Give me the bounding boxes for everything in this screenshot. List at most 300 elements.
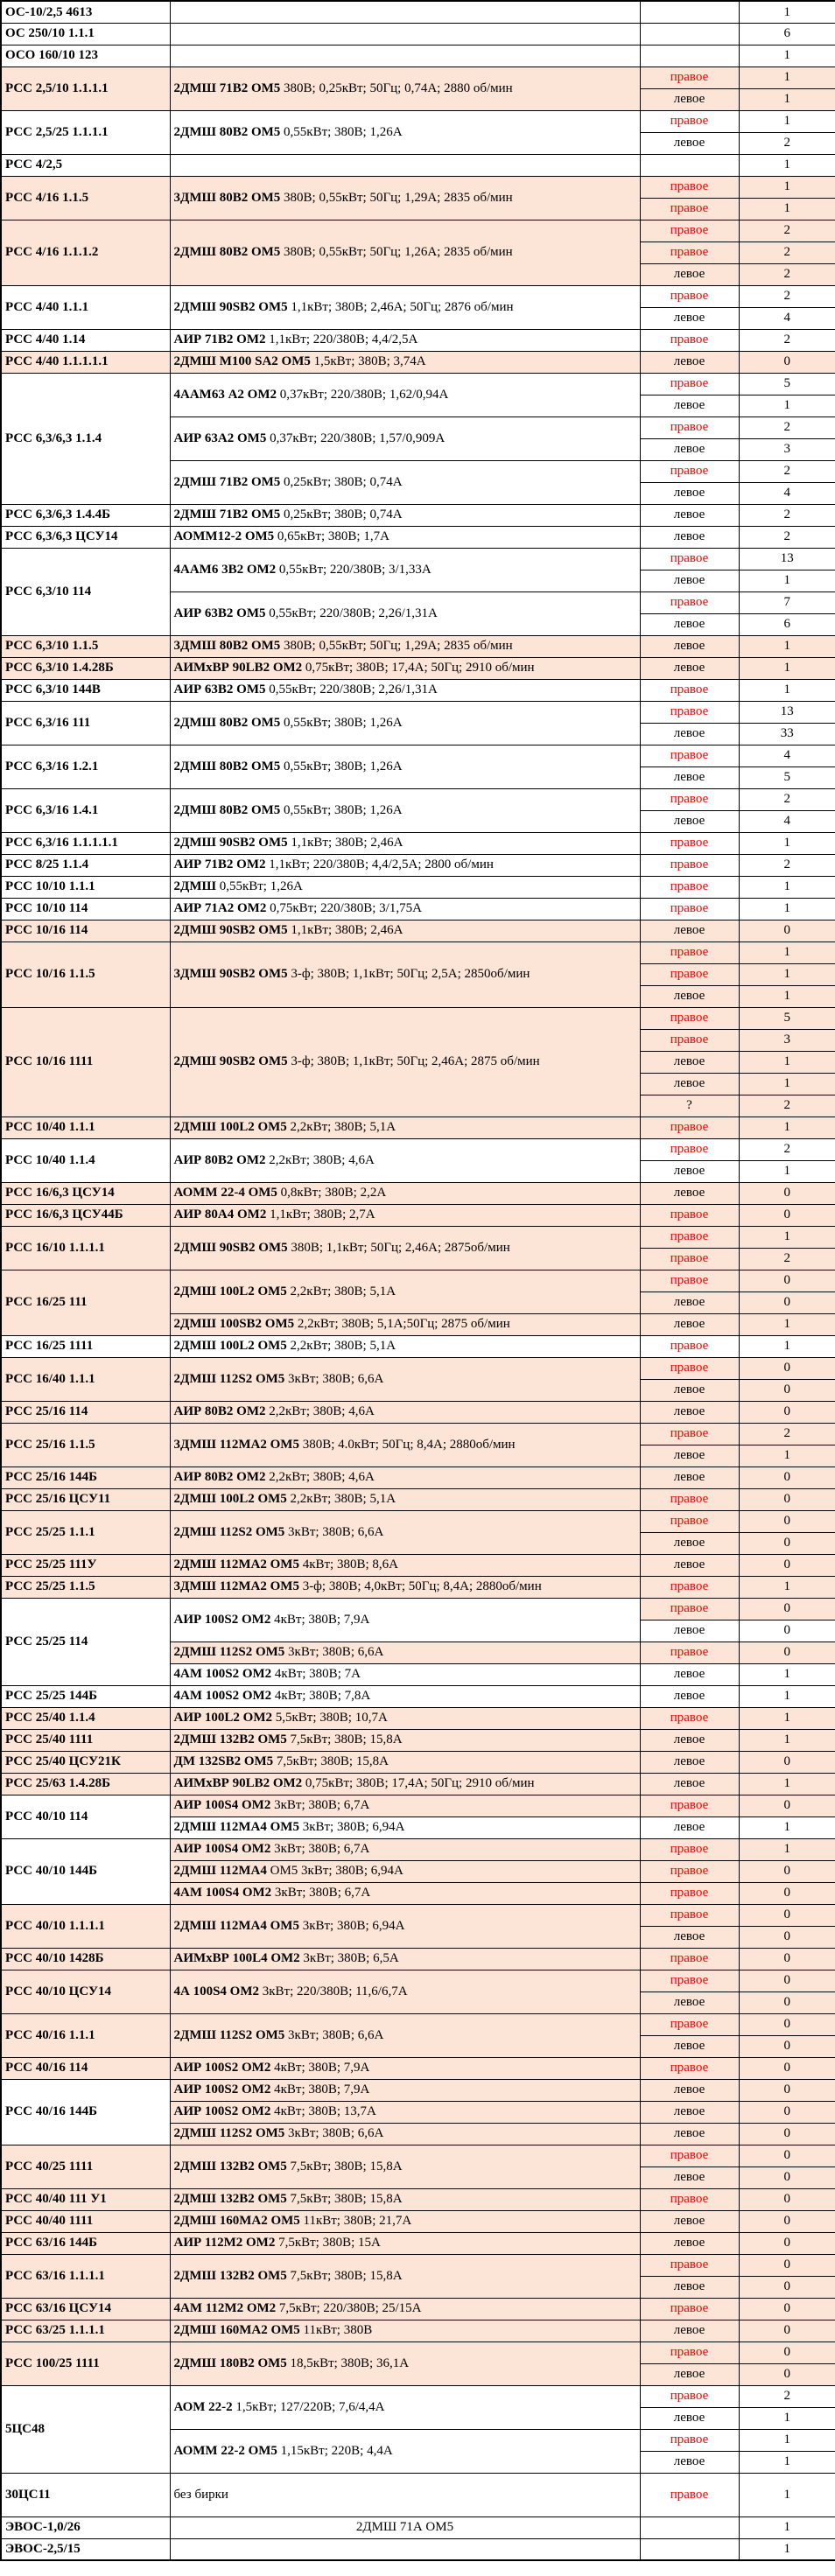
motor-model: 2ДМШ 112S2 ОМ5 <box>173 1524 285 1539</box>
direction-cell: правое <box>640 1795 739 1816</box>
table-row <box>1 1270 835 1292</box>
model-cell: РСС 6,3/16 1.1.1.1.1 <box>1 832 170 854</box>
direction-cell: левое <box>640 1445 739 1466</box>
motor-model: 2ДМШ 132В2 ОМ5 <box>173 1732 287 1747</box>
direction-cell: правое <box>640 1204 739 1226</box>
quantity-cell: 0 <box>739 1270 835 1292</box>
motor-model: 2ДМШ 90SB2 ОМ5 <box>173 299 288 314</box>
quantity-cell: 0 <box>739 1204 835 1226</box>
motor-model: 4АМ 100S2 ОМ2 <box>173 1667 272 1682</box>
model-cell: РСС 6,3/16 1.2.1 <box>1 745 170 788</box>
direction-cell: правое <box>640 1029 739 1051</box>
motor-model: 2ДМШ 100L2 ОМ5 <box>173 1120 287 1135</box>
direction-cell <box>640 2516 739 2538</box>
model-cell: РСС 10/16 1.1.5 <box>1 942 170 1007</box>
motor-params: 2ДМШ 71А ОМ5 <box>355 2520 454 2535</box>
motor-params: 1,5кВт; 127/220В; 7,6/4,4А <box>232 2399 385 2414</box>
table-row <box>1 2145 835 2166</box>
table-row <box>1 1488 835 1510</box>
spec-cell <box>170 1204 640 1226</box>
motor-params: 4кВт; 380В; 7,9А <box>270 1612 370 1627</box>
quantity-cell: 13 <box>739 701 835 723</box>
quantity-cell: 0 <box>739 1488 835 1510</box>
quantity-cell: 1 <box>739 635 835 657</box>
quantity-cell: 2 <box>739 416 835 438</box>
direction-cell: правое <box>640 2473 739 2516</box>
quantity-cell: 2 <box>739 788 835 810</box>
table-row <box>1 1795 835 1816</box>
quantity-cell: 2 <box>739 1248 835 1270</box>
spec-cell <box>170 2232 640 2254</box>
motor-model: АИР 100S2 ОМ2 <box>173 2061 271 2076</box>
spec-cell <box>170 1554 640 1576</box>
direction-cell: левое <box>640 1182 739 1204</box>
motor-params: 3кВт; 380В; 6,6А <box>284 1524 384 1539</box>
quantity-cell: 2 <box>739 460 835 482</box>
motor-model: АИР 71В2 ОМ2 <box>173 858 266 872</box>
spec-cell <box>170 942 640 1007</box>
direction-cell: правое <box>640 832 739 854</box>
quantity-cell: 2 <box>739 242 835 263</box>
model-cell: ЭВОС-2,5/15 <box>1 2538 170 2560</box>
direction-cell: левое <box>640 1073 739 1095</box>
direction-cell: левое <box>640 810 739 832</box>
spec-cell <box>170 1685 640 1707</box>
motor-model: 2ДМШ 132В2 ОМ5 <box>173 2192 287 2207</box>
table-row <box>1 2385 835 2407</box>
quantity-cell: 1 <box>739 657 835 679</box>
quantity-cell: 0 <box>739 2166 835 2188</box>
motor-params: 11кВт; 380В; 21,7А <box>299 2214 412 2229</box>
quantity-cell: 0 <box>739 2276 835 2298</box>
motor-params: 0,75кВт; 380В; 17,4А; 50Гц; 2910 об/мин <box>302 1776 535 1791</box>
motor-model: 4АМ 100S4 ОМ2 <box>173 1886 272 1900</box>
motor-model: 2ДМШ <box>173 879 216 894</box>
spec-cell <box>170 45 640 66</box>
direction-cell: левое <box>640 2210 739 2232</box>
motor-model: АИМхВР 90LB2 ОМ2 <box>173 1776 303 1791</box>
motor-model: 2ДМШ 90SB2 ОМ5 <box>173 923 288 938</box>
direction-cell: правое <box>640 66 739 88</box>
motor-params: 3кВт; 380В; 6,94А <box>298 1820 405 1835</box>
table-row <box>1 2342 835 2363</box>
quantity-cell: 0 <box>739 1292 835 1313</box>
quantity-cell: 2 <box>739 526 835 548</box>
direction-cell: левое <box>640 2451 739 2473</box>
table-row <box>1 2013 835 2035</box>
quantity-cell: 0 <box>739 2232 835 2254</box>
spec-cell <box>170 2145 640 2188</box>
spec-cell <box>170 1598 640 1642</box>
quantity-cell: 0 <box>739 2057 835 2079</box>
table-row <box>1 1970 835 1992</box>
motor-params: 3кВт; 380В; 6,94А <box>298 1918 405 1933</box>
quantity-cell: 1 <box>739 1445 835 1466</box>
quantity-cell: 0 <box>739 1970 835 1992</box>
model-cell: РСС 4/16 1.1.5 <box>1 176 170 220</box>
model-cell: РСС 25/40 ЦСУ21К <box>1 1751 170 1773</box>
model-cell: РСС 10/10 114 <box>1 898 170 920</box>
motor-params: 0,55кВт; 1,26А <box>215 879 303 894</box>
motor-model: АИР 80В2 ОМ2 <box>173 1152 266 1167</box>
motor-params: 2,2кВт; 380В; 4,6А <box>265 1152 375 1167</box>
model-cell: РСС 25/63 1.4.28Б <box>1 1773 170 1795</box>
quantity-cell: 2 <box>739 854 835 876</box>
quantity-cell: 0 <box>739 2145 835 2166</box>
spec-cell <box>170 898 640 920</box>
quantity-cell: 1 <box>739 395 835 416</box>
motor-params: 0,55кВт; 220/380В; 2,26/1,31А <box>265 682 438 697</box>
table-row <box>1 2254 835 2276</box>
table-row <box>1 23 835 45</box>
motor-params: 2,2кВт; 380В; 5,1А <box>286 1120 396 1135</box>
motor-model: АИР 100S4 ОМ2 <box>173 1798 271 1813</box>
table-row <box>1 154 835 176</box>
table-row <box>1 679 835 701</box>
table-row <box>1 373 835 395</box>
table-row <box>1 1576 835 1598</box>
motor-params: 1,1кВт; 380В; 2,46А; 50Гц; 2876 об/мин <box>287 299 514 314</box>
quantity-cell: 0 <box>739 351 835 373</box>
spec-cell <box>170 2057 640 2079</box>
motor-params: 3-ф; 380В; 1,1кВт; 50Гц; 2,5А; 2850об/мин <box>287 967 530 982</box>
direction-cell: левое <box>640 1773 739 1795</box>
quantity-cell: 0 <box>739 2298 835 2320</box>
direction-cell: левое <box>640 1729 739 1751</box>
motor-params: 3кВт; 380В; 6,7А <box>270 1798 370 1813</box>
direction-cell: правое <box>640 876 739 898</box>
model-cell: РСС 4/16 1.1.1.2 <box>1 220 170 285</box>
motor-model: АИМхВР 90LB2 ОМ2 <box>173 661 303 676</box>
direction-cell: левое <box>640 1313 739 1335</box>
table-row <box>1 1729 835 1751</box>
quantity-cell: 0 <box>739 1948 835 1970</box>
model-cell: ОС 250/10 1.1.1 <box>1 23 170 45</box>
motor-params: 0,55кВт; 220/380В; 3/1,33А <box>276 562 432 577</box>
model-cell: РСС 40/10 114 <box>1 1795 170 1838</box>
direction-cell: правое <box>640 2342 739 2363</box>
table-row <box>1 548 835 570</box>
spec-cell <box>170 1970 640 2013</box>
table-row <box>1 2188 835 2210</box>
quantity-cell: 0 <box>739 1466 835 1488</box>
model-cell: РСС 63/16 144Б <box>1 2232 170 2254</box>
motor-model: АИР 100S2 ОМ2 <box>173 1612 271 1627</box>
quantity-cell: 4 <box>739 307 835 329</box>
direction-cell: правое <box>640 963 739 985</box>
model-cell: РСС 6,3/6,3 1.1.4 <box>1 373 170 504</box>
quantity-cell: 0 <box>739 1379 835 1401</box>
model-cell: РСС 40/16 1.1.1 <box>1 2013 170 2057</box>
spec-cell <box>170 2254 640 2298</box>
motor-params: 1,5кВт; 380В; 3,74А <box>310 354 426 369</box>
spec-cell <box>170 1401 640 1423</box>
motor-model: АИР 80А4 ОМ2 <box>173 1208 267 1222</box>
direction-cell: левое <box>640 132 739 154</box>
quantity-cell: 13 <box>739 548 835 570</box>
direction-cell: правое <box>640 460 739 482</box>
spec-cell <box>170 1357 640 1401</box>
motor-model: АИР 80В2 ОМ2 <box>173 1470 266 1485</box>
table-row <box>1 788 835 810</box>
direction-cell: левое <box>640 1292 739 1313</box>
motor-model: 2ДМШ 160МА2 ОМ5 <box>173 2214 300 2229</box>
table-row <box>1 1357 835 1379</box>
quantity-cell: 1 <box>739 832 835 854</box>
direction-cell: левое <box>640 2407 739 2429</box>
spec-cell <box>170 679 640 701</box>
spec-cell <box>170 1838 640 1860</box>
quantity-cell: 1 <box>739 570 835 592</box>
direction-cell: левое <box>640 351 739 373</box>
quantity-cell: 2 <box>739 1095 835 1116</box>
direction-cell: правое <box>640 242 739 263</box>
quantity-cell: 1 <box>739 1160 835 1182</box>
motor-model: 3ДМШ 80В2 ОМ5 <box>173 639 281 654</box>
quantity-cell: 1 <box>739 1116 835 1138</box>
table-row <box>1 220 835 242</box>
spec-cell <box>170 1751 640 1773</box>
direction-cell: левое <box>640 613 739 635</box>
direction-cell: правое <box>640 1970 739 1992</box>
table-row <box>1 2232 835 2254</box>
quantity-cell: 2 <box>739 329 835 351</box>
motor-model: 2ДМШ 180В2 ОМ5 <box>173 2356 287 2370</box>
direction-cell: левое <box>640 1620 739 1642</box>
quantity-cell: 0 <box>739 1182 835 1204</box>
quantity-cell: 1 <box>739 154 835 176</box>
direction-cell: левое <box>640 1160 739 1182</box>
motor-model: 2ДМШ 112МА4 ОМ5 <box>173 1820 299 1835</box>
model-cell: РСС 25/16 ЦСУ11 <box>1 1488 170 1510</box>
direction-cell: правое <box>640 548 739 570</box>
model-cell: РСС 25/25 144Б <box>1 1685 170 1707</box>
motor-params: 380В; 4.0кВт; 50Гц; 8,4А; 2880об/мин <box>298 1437 516 1452</box>
model-cell: РСС 8/25 1.1.4 <box>1 854 170 876</box>
quantity-cell: 0 <box>739 1510 835 1532</box>
model-cell: РСС 25/16 114 <box>1 1401 170 1423</box>
quantity-cell: 1 <box>739 176 835 198</box>
model-cell: РСС 25/25 1.1.1 <box>1 1510 170 1554</box>
table-row <box>1 110 835 132</box>
model-cell: РСС 40/10 144Б <box>1 1838 170 1904</box>
motor-model: 3ДМШ 90SB2 ОМ5 <box>173 967 288 982</box>
quantity-cell: 6 <box>739 23 835 45</box>
quantity-cell: 2 <box>739 220 835 242</box>
direction-cell: левое <box>640 1554 739 1576</box>
quantity-cell: 0 <box>739 1992 835 2013</box>
quantity-cell: 2 <box>739 132 835 154</box>
motor-params: без бирки <box>173 2487 228 2502</box>
motor-params: 7,5кВт; 380В; 15,8А <box>286 2192 403 2207</box>
quantity-cell: 1 <box>739 898 835 920</box>
spec-cell <box>170 2516 640 2538</box>
quantity-cell: 1 <box>739 1 835 23</box>
quantity-cell: 1 <box>739 1073 835 1095</box>
motor-table-body <box>1 1 835 2560</box>
direction-cell: правое <box>640 1882 739 1904</box>
direction-cell: правое <box>640 679 739 701</box>
motor-model: АОММ 22-2 ОМ5 <box>173 2443 277 2458</box>
motor-model: 2ДМШ 80В2 ОМ5 <box>173 245 281 260</box>
direction-cell: левое <box>640 2123 739 2145</box>
quantity-cell: 0 <box>739 1554 835 1576</box>
motor-params: 7,5кВт; 380В; 15А <box>275 2236 381 2250</box>
motor-model: 3ДМШ 112МА2 ОМ5 <box>173 1579 299 1594</box>
motor-model: АИР 100S2 ОМ2 <box>173 2082 271 2097</box>
motor-params: 0,37кВт; 220/380В; 1,57/0,909А <box>266 430 446 445</box>
model-cell: ЭВОС-1,0/26 <box>1 2516 170 2538</box>
quantity-cell: 7 <box>739 592 835 613</box>
model-cell: РСС 10/16 1111 <box>1 1007 170 1116</box>
model-cell: РСС 25/25 114 <box>1 1598 170 1685</box>
spec-cell <box>170 2079 640 2101</box>
spec-cell <box>170 526 640 548</box>
quantity-cell: 1 <box>739 1335 835 1357</box>
spec-cell <box>170 1816 640 1838</box>
model-cell: РСС 6,3/16 1.4.1 <box>1 788 170 832</box>
table-row <box>1 898 835 920</box>
direction-cell: правое <box>640 1007 739 1029</box>
direction-cell: левое <box>640 2079 739 2101</box>
table-row <box>1 1138 835 1160</box>
motor-model: 4АМ 100S2 ОМ2 <box>173 1689 272 1704</box>
spec-cell <box>170 1663 640 1685</box>
direction-cell: правое <box>640 2057 739 2079</box>
table-row <box>1 1423 835 1445</box>
model-cell: РСС 40/10 1428Б <box>1 1948 170 1970</box>
spec-cell <box>170 1795 640 1816</box>
spec-cell <box>170 745 640 788</box>
spec-cell <box>170 2298 640 2320</box>
model-cell: РСС 4/40 1.1.1.1.1 <box>1 351 170 373</box>
table-row <box>1 1707 835 1729</box>
model-cell: РСС 63/16 1.1.1.1 <box>1 2254 170 2298</box>
motor-params: 1,1кВт; 380В; 2,46А <box>287 923 403 938</box>
table-row <box>1 45 835 66</box>
direction-cell <box>640 1 739 23</box>
spec-cell <box>170 1576 640 1598</box>
table-row <box>1 1116 835 1138</box>
spec-cell <box>170 2538 640 2560</box>
table-row <box>1 526 835 548</box>
table-row <box>1 1838 835 1860</box>
spec-cell <box>170 23 640 45</box>
motor-model: АИР 100L2 ОМ2 <box>173 1711 272 1726</box>
motor-params: 0,55кВт; 380В; 1,26А <box>280 759 403 774</box>
model-cell: РСС 16/25 1111 <box>1 1335 170 1357</box>
direction-cell: правое <box>640 1598 739 1620</box>
quantity-cell: 0 <box>739 1882 835 1904</box>
table-row <box>1 1335 835 1357</box>
table-row <box>1 854 835 876</box>
direction-cell: правое <box>640 2429 739 2451</box>
table-row <box>1 1904 835 1926</box>
table-row <box>1 745 835 766</box>
quantity-cell: 0 <box>739 2101 835 2123</box>
table-row <box>1 1401 835 1423</box>
quantity-cell: 1 <box>739 1226 835 1248</box>
direction-cell: правое <box>640 1576 739 1598</box>
direction-cell: правое <box>640 2385 739 2407</box>
direction-cell: левое <box>640 438 739 460</box>
quantity-cell: 1 <box>739 985 835 1007</box>
direction-cell: правое <box>640 1248 739 1270</box>
model-cell: РСС 10/40 1.1.4 <box>1 1138 170 1182</box>
spec-cell <box>170 66 640 110</box>
model-cell: РСС 6,3/10 1.1.5 <box>1 635 170 657</box>
quantity-cell: 0 <box>739 1860 835 1882</box>
motor-params: 380В; 0,25кВт; 50Гц; 0,74А; 2880 об/мин <box>280 80 513 95</box>
motor-params: 0,75кВт; 220/380В; 3/1,75А <box>266 901 422 916</box>
spec-cell <box>170 2473 640 2516</box>
motor-params: 0,25кВт; 380В; 0,74А <box>280 474 403 489</box>
spec-cell <box>170 548 640 592</box>
quantity-cell: 2 <box>739 504 835 526</box>
model-cell: РСС 2,5/25 1.1.1.1 <box>1 110 170 154</box>
motor-params: 4кВт; 380В; 7,8А <box>271 1689 371 1704</box>
quantity-cell: 5 <box>739 1007 835 1029</box>
direction-cell: левое <box>640 2232 739 2254</box>
direction-cell: правое <box>640 1860 739 1882</box>
motor-model: АИР 63А2 ОМ5 <box>173 430 267 445</box>
motor-params: 11кВт; 380В <box>299 2323 373 2338</box>
quantity-cell: 1 <box>739 2538 835 2560</box>
motor-model: 2ДМШ 90SB2 ОМ5 <box>173 1240 288 1255</box>
direction-cell: правое <box>640 110 739 132</box>
motor-params: 18,5кВт; 380В; 36,1А <box>286 2356 410 2370</box>
motor-model: 4АМ 112М2 ОМ2 <box>173 2301 277 2316</box>
quantity-cell: 0 <box>739 2210 835 2232</box>
table-row <box>1 329 835 351</box>
direction-cell: правое <box>640 1488 739 1510</box>
direction-cell <box>640 23 739 45</box>
table-row <box>1 1598 835 1620</box>
direction-cell: левое <box>640 2363 739 2385</box>
model-cell: РСС 40/16 144Б <box>1 2079 170 2145</box>
spec-cell <box>170 1138 640 1182</box>
model-cell: РСС 40/10 ЦСУ14 <box>1 1970 170 2013</box>
motor-params: 3-ф; 380В; 1,1кВт; 50Гц; 2,46А; 2875 об/мин <box>287 1054 540 1069</box>
spec-cell <box>170 788 640 832</box>
direction-cell: правое <box>640 1510 739 1532</box>
table-row <box>1 2210 835 2232</box>
motor-model: 2ДМШ 71В2 ОМ5 <box>173 474 281 489</box>
motor-model: ДМ 132SB2 ОМ5 <box>173 1754 274 1769</box>
spec-cell <box>170 876 640 898</box>
motor-params: 1,15кВт; 220В; 4,4А <box>277 2443 393 2458</box>
model-cell: РСС 16/40 1.1.1 <box>1 1357 170 1401</box>
motor-model: 2ДМШ 100SB2 ОМ5 <box>173 1317 295 1332</box>
direction-cell: правое <box>640 373 739 395</box>
quantity-cell: 1 <box>739 88 835 110</box>
spec-cell <box>170 592 640 635</box>
quantity-cell: 0 <box>739 2363 835 2385</box>
spec-cell <box>170 2123 640 2145</box>
motor-params: 3кВт; 220/380В; 11,6/6,7А <box>259 1984 408 1998</box>
table-row <box>1 876 835 898</box>
model-cell: РСС 25/16 1.1.5 <box>1 1423 170 1466</box>
model-cell: РСС 4/40 1.14 <box>1 329 170 351</box>
quantity-cell: 0 <box>739 1642 835 1663</box>
direction-cell: левое <box>640 526 739 548</box>
direction-cell: левое <box>640 570 739 592</box>
direction-cell: правое <box>640 592 739 613</box>
quantity-cell: 0 <box>739 1904 835 1926</box>
motor-params: 3кВт; 380В; 6,6А <box>284 1371 384 1386</box>
motor-params: 3кВт; 380В; 6,6А <box>284 2126 384 2141</box>
motor-model: 4ААМ63 А2 ОМ2 <box>173 387 277 402</box>
